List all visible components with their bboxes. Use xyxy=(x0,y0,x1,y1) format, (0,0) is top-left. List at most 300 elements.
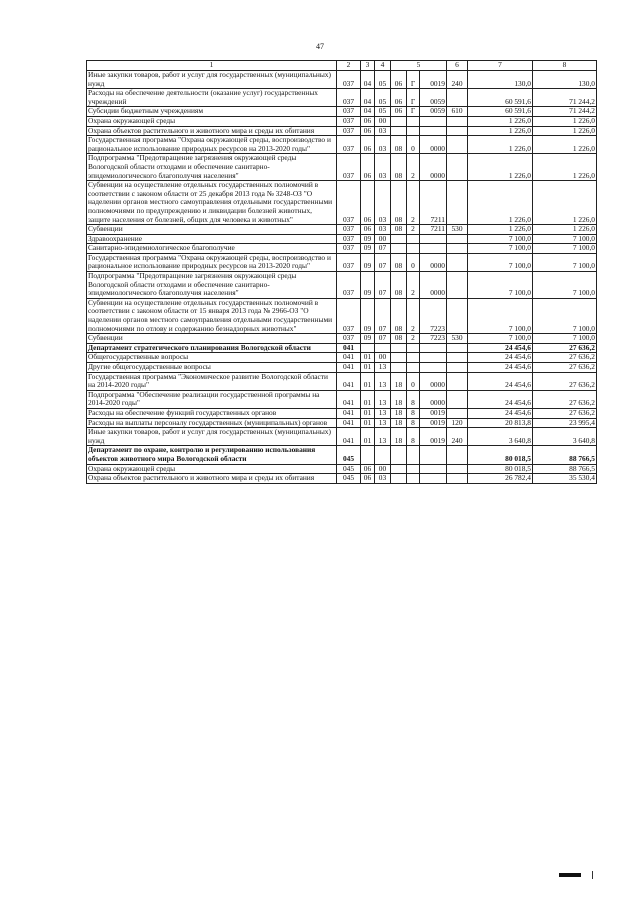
cell-target-program xyxy=(391,116,407,126)
cell-amount-year1: 24 454,6 xyxy=(468,408,533,418)
cell-section: 06 xyxy=(361,225,375,235)
header-col-8: 8 xyxy=(533,61,597,71)
cell-amount-year2: 27 636,2 xyxy=(533,363,597,373)
cell-code: 041 xyxy=(337,428,361,446)
cell-target-direction xyxy=(420,116,447,126)
cell-target-subprogram: 2 xyxy=(407,225,420,235)
cell-name: Государственная программа "Охрана окружающей среды, воспроизводство и рациональное использование природных ресурсов на 2013-2020 годы" xyxy=(87,136,337,154)
cell-subsection: 13 xyxy=(375,428,391,446)
cell-section: 09 xyxy=(361,253,375,271)
cell-section: 01 xyxy=(361,363,375,373)
page-number: 47 xyxy=(316,42,324,51)
cell-target-program xyxy=(391,474,407,484)
cell-expense-type: 120 xyxy=(447,418,468,428)
cell-target-subprogram: Г xyxy=(407,107,420,117)
cell-target-subprogram xyxy=(407,126,420,136)
cell-amount-year1: 24 454,6 xyxy=(468,372,533,390)
cell-code: 041 xyxy=(337,353,361,363)
cell-amount-year1: 1 226,0 xyxy=(468,225,533,235)
cell-code: 037 xyxy=(337,154,361,181)
cell-amount-year2: 7 100,0 xyxy=(533,234,597,244)
cell-subsection: 03 xyxy=(375,474,391,484)
table-row xyxy=(87,343,597,353)
cell-amount-year2: 1 226,0 xyxy=(533,126,597,136)
cell-subsection xyxy=(375,446,391,464)
cell-subsection: 05 xyxy=(375,89,391,107)
cell-amount-year2: 1 226,0 xyxy=(533,181,597,225)
cell-target-direction: 0000 xyxy=(420,372,447,390)
table-row xyxy=(87,234,597,244)
cell-amount-year1: 26 782,4 xyxy=(468,474,533,484)
cell-code: 037 xyxy=(337,244,361,254)
table-row xyxy=(87,154,597,181)
cell-code: 037 xyxy=(337,272,361,299)
cell-target-program xyxy=(391,446,407,464)
cell-amount-year1: 1 226,0 xyxy=(468,154,533,181)
cell-subsection: 03 xyxy=(375,126,391,136)
cell-name: Расходы на выплаты персоналу государственных (муниципальных) органов xyxy=(87,418,337,428)
cell-target-subprogram: 8 xyxy=(407,408,420,418)
cell-target-direction: 0000 xyxy=(420,136,447,154)
cell-target-subprogram: 8 xyxy=(407,428,420,446)
cell-name: Субвенции на осуществление отдельных государственных полномочий в соответствии с законом области от 25 декабря 2013 года № 3248-ОЗ "О наделении органов местного самоуправления отдельными государственными полномочиями по предупреждению и ликвидации болезней животных, защите населения от болезней, общих для человека и животных" xyxy=(87,181,337,225)
cell-section: 06 xyxy=(361,464,375,474)
cell-target-program xyxy=(391,234,407,244)
cell-subsection: 00 xyxy=(375,234,391,244)
table-header-row xyxy=(87,61,597,71)
cell-amount-year2: 27 636,2 xyxy=(533,372,597,390)
header-col-6: 6 xyxy=(447,61,468,71)
cell-target-direction: 0019 xyxy=(420,418,447,428)
cell-target-program: 08 xyxy=(391,225,407,235)
cell-section: 01 xyxy=(361,353,375,363)
cell-amount-year2: 1 226,0 xyxy=(533,154,597,181)
table-row xyxy=(87,272,597,299)
table-row xyxy=(87,353,597,363)
cell-code: 041 xyxy=(337,372,361,390)
cell-target-subprogram xyxy=(407,343,420,353)
cell-target-subprogram: 0 xyxy=(407,372,420,390)
cell-target-program: 06 xyxy=(391,89,407,107)
cell-amount-year2: 23 995,4 xyxy=(533,418,597,428)
cell-expense-type xyxy=(447,446,468,464)
cell-expense-type xyxy=(447,272,468,299)
cell-amount-year1: 7 100,0 xyxy=(468,334,533,344)
cell-subsection: 07 xyxy=(375,253,391,271)
cell-target-direction: 0059 xyxy=(420,107,447,117)
cell-target-direction: 0000 xyxy=(420,154,447,181)
cell-subsection: 13 xyxy=(375,408,391,418)
cell-expense-type xyxy=(447,116,468,126)
cell-amount-year1: 60 591,6 xyxy=(468,89,533,107)
cell-section: 01 xyxy=(361,408,375,418)
table-row xyxy=(87,253,597,271)
table-row xyxy=(87,363,597,373)
cell-target-subprogram xyxy=(407,116,420,126)
cell-subsection: 05 xyxy=(375,107,391,117)
cell-target-direction xyxy=(420,474,447,484)
cell-expense-type xyxy=(447,408,468,418)
cell-target-direction xyxy=(420,244,447,254)
cell-target-program: 08 xyxy=(391,136,407,154)
cell-target-program xyxy=(391,363,407,373)
table-row xyxy=(87,71,597,89)
cell-name: Расходы на обеспечение деятельности (оказание услуг) государственных учреждений xyxy=(87,89,337,107)
cell-target-program xyxy=(391,464,407,474)
cell-target-subprogram: 2 xyxy=(407,154,420,181)
cell-subsection: 00 xyxy=(375,353,391,363)
table-row xyxy=(87,116,597,126)
cell-expense-type xyxy=(447,181,468,225)
cell-expense-type: 530 xyxy=(447,334,468,344)
cell-expense-type xyxy=(447,154,468,181)
cell-target-program xyxy=(391,343,407,353)
cell-amount-year1: 3 640,8 xyxy=(468,428,533,446)
cell-subsection: 13 xyxy=(375,372,391,390)
cell-target-subprogram xyxy=(407,474,420,484)
cell-name: Департамент по охране, контролю и регулированию использования объектов животного мира Вологодской области xyxy=(87,446,337,464)
cell-amount-year2: 27 636,2 xyxy=(533,353,597,363)
cell-section: 06 xyxy=(361,126,375,136)
cell-target-program: 18 xyxy=(391,418,407,428)
cell-name: Иные закупки товаров, работ и услуг для государственных (муниципальных) нужд xyxy=(87,71,337,89)
cell-target-subprogram xyxy=(407,464,420,474)
cell-target-subprogram: Г xyxy=(407,71,420,89)
cell-amount-year1: 1 226,0 xyxy=(468,126,533,136)
cell-name: Субсидии бюджетным учреждениям xyxy=(87,107,337,117)
cell-target-subprogram: 2 xyxy=(407,298,420,333)
cell-section: 04 xyxy=(361,107,375,117)
cell-expense-type xyxy=(447,474,468,484)
cell-name: Охрана окружающей среды xyxy=(87,116,337,126)
cell-target-direction xyxy=(420,126,447,136)
cell-section: 04 xyxy=(361,89,375,107)
cell-section: 01 xyxy=(361,428,375,446)
table-row xyxy=(87,372,597,390)
cell-expense-type xyxy=(447,363,468,373)
cell-expense-type: 610 xyxy=(447,107,468,117)
cell-amount-year1: 7 100,0 xyxy=(468,244,533,254)
cell-name: Подпрограмма "Предотвращение загрязнения окружающей среды Вологодской области отходами и обеспечение санитарно-эпидемиологического благополучия населения" xyxy=(87,154,337,181)
cell-expense-type xyxy=(447,234,468,244)
table-row xyxy=(87,136,597,154)
cell-code: 037 xyxy=(337,298,361,333)
cell-amount-year2: 88 766,5 xyxy=(533,464,597,474)
cell-name: Охрана объектов растительного и животного мира и среды их обитания xyxy=(87,126,337,136)
cell-subsection: 00 xyxy=(375,116,391,126)
cell-target-direction: 7223 xyxy=(420,334,447,344)
cell-section: 06 xyxy=(361,136,375,154)
cell-target-direction xyxy=(420,446,447,464)
cell-subsection: 00 xyxy=(375,464,391,474)
cell-name: Охрана объектов растительного и животного мира и среды их обитания xyxy=(87,474,337,484)
cell-subsection: 13 xyxy=(375,363,391,373)
cell-target-direction: 0019 xyxy=(420,408,447,418)
table-row xyxy=(87,418,597,428)
cell-amount-year1: 80 018,5 xyxy=(468,446,533,464)
cell-amount-year2: 71 244,2 xyxy=(533,89,597,107)
table-row xyxy=(87,181,597,225)
table-row xyxy=(87,428,597,446)
cell-section: 09 xyxy=(361,244,375,254)
table-row xyxy=(87,244,597,254)
cell-code: 041 xyxy=(337,343,361,353)
cell-target-program: 08 xyxy=(391,154,407,181)
cell-expense-type xyxy=(447,372,468,390)
cell-subsection: 05 xyxy=(375,71,391,89)
cell-target-subprogram: 2 xyxy=(407,272,420,299)
cell-expense-type: 240 xyxy=(447,71,468,89)
cell-section: 04 xyxy=(361,71,375,89)
cell-target-direction: 0019 xyxy=(420,71,447,89)
cell-expense-type xyxy=(447,244,468,254)
cell-name: Субвенции xyxy=(87,225,337,235)
cell-section xyxy=(361,446,375,464)
cell-amount-year2: 7 100,0 xyxy=(533,272,597,299)
cell-amount-year1: 24 454,6 xyxy=(468,353,533,363)
cell-target-direction xyxy=(420,343,447,353)
cell-subsection: 03 xyxy=(375,136,391,154)
cell-amount-year1: 24 454,6 xyxy=(468,390,533,408)
cell-amount-year1: 24 454,6 xyxy=(468,343,533,353)
cell-amount-year1: 1 226,0 xyxy=(468,136,533,154)
table-row xyxy=(87,298,597,333)
cell-code: 045 xyxy=(337,446,361,464)
cell-section: 09 xyxy=(361,234,375,244)
cell-code: 037 xyxy=(337,181,361,225)
cell-amount-year2: 71 244,2 xyxy=(533,107,597,117)
cell-target-direction: 0019 xyxy=(420,428,447,446)
cell-code: 041 xyxy=(337,390,361,408)
cell-target-subprogram xyxy=(407,363,420,373)
cell-amount-year2: 3 640,8 xyxy=(533,428,597,446)
cell-amount-year2: 27 636,2 xyxy=(533,408,597,418)
cell-amount-year2: 35 530,4 xyxy=(533,474,597,484)
cell-target-direction xyxy=(420,234,447,244)
cell-amount-year1: 60 591,6 xyxy=(468,107,533,117)
cell-code: 037 xyxy=(337,89,361,107)
cell-amount-year2: 130,0 xyxy=(533,71,597,89)
cell-code: 045 xyxy=(337,464,361,474)
cell-name: Иные закупки товаров, работ и услуг для государственных (муниципальных) нужд xyxy=(87,428,337,446)
cell-expense-type xyxy=(447,298,468,333)
cell-target-subprogram xyxy=(407,244,420,254)
table-body xyxy=(87,71,597,484)
table-row xyxy=(87,408,597,418)
scan-tick xyxy=(592,871,593,879)
cell-name: Общегосударственные вопросы xyxy=(87,353,337,363)
cell-target-program xyxy=(391,353,407,363)
cell-target-direction: 7211 xyxy=(420,225,447,235)
cell-subsection: 13 xyxy=(375,418,391,428)
cell-expense-type xyxy=(447,343,468,353)
cell-section: 06 xyxy=(361,474,375,484)
cell-target-program: 18 xyxy=(391,372,407,390)
cell-target-subprogram xyxy=(407,446,420,464)
table-row xyxy=(87,225,597,235)
cell-amount-year1: 7 100,0 xyxy=(468,253,533,271)
cell-target-program: 06 xyxy=(391,71,407,89)
cell-amount-year1: 1 226,0 xyxy=(468,116,533,126)
cell-code: 037 xyxy=(337,116,361,126)
cell-code: 037 xyxy=(337,234,361,244)
cell-code: 041 xyxy=(337,408,361,418)
cell-expense-type xyxy=(447,253,468,271)
header-col-3: 3 xyxy=(361,61,375,71)
cell-target-subprogram: 8 xyxy=(407,390,420,408)
cell-target-direction: 0000 xyxy=(420,253,447,271)
cell-target-direction: 0000 xyxy=(420,272,447,299)
cell-amount-year1: 7 100,0 xyxy=(468,298,533,333)
header-col-5: 5 xyxy=(391,61,447,71)
cell-amount-year2: 1 226,0 xyxy=(533,116,597,126)
cell-section: 06 xyxy=(361,181,375,225)
cell-target-subprogram: 0 xyxy=(407,253,420,271)
cell-name: Здравоохранение xyxy=(87,234,337,244)
cell-code: 037 xyxy=(337,136,361,154)
cell-amount-year1: 20 813,8 xyxy=(468,418,533,428)
cell-subsection: 03 xyxy=(375,154,391,181)
cell-subsection: 07 xyxy=(375,298,391,333)
cell-target-program: 08 xyxy=(391,334,407,344)
cell-amount-year2: 7 100,0 xyxy=(533,253,597,271)
cell-target-program: 08 xyxy=(391,298,407,333)
cell-target-subprogram xyxy=(407,234,420,244)
cell-target-subprogram xyxy=(407,353,420,363)
cell-section: 09 xyxy=(361,334,375,344)
table-row xyxy=(87,107,597,117)
cell-code: 037 xyxy=(337,107,361,117)
cell-name: Санитарно-эпидемиологическое благополучие xyxy=(87,244,337,254)
cell-amount-year1: 24 454,6 xyxy=(468,363,533,373)
table-row xyxy=(87,474,597,484)
cell-target-program: 18 xyxy=(391,390,407,408)
cell-code: 041 xyxy=(337,418,361,428)
cell-amount-year1: 7 100,0 xyxy=(468,272,533,299)
cell-section: 09 xyxy=(361,298,375,333)
cell-code: 045 xyxy=(337,474,361,484)
table-row xyxy=(87,464,597,474)
cell-target-direction xyxy=(420,464,447,474)
cell-expense-type xyxy=(447,390,468,408)
cell-target-subprogram: 8 xyxy=(407,418,420,428)
header-col-4: 4 xyxy=(375,61,391,71)
cell-target-direction: 7211 xyxy=(420,181,447,225)
cell-target-direction: 7223 xyxy=(420,298,447,333)
cell-name: Субвенции на осуществление отдельных государственных полномочий в соответствии с законом области от 15 января 2013 года № 2966-ОЗ "О наделении органов местного самоуправления отдельными государственными полномочиями по отлову и содержанию безнадзорных животных" xyxy=(87,298,337,333)
cell-amount-year1: 80 018,5 xyxy=(468,464,533,474)
cell-section: 01 xyxy=(361,418,375,428)
cell-name: Департамент стратегического планирования Вологодской области xyxy=(87,343,337,353)
cell-amount-year1: 1 226,0 xyxy=(468,181,533,225)
table-row xyxy=(87,89,597,107)
cell-target-program: 06 xyxy=(391,107,407,117)
cell-target-program: 18 xyxy=(391,428,407,446)
cell-name: Государственная программа "Охрана окружающей среды, воспроизводство и рациональное использование природных ресурсов на 2013-2020 годы" xyxy=(87,253,337,271)
cell-target-subprogram: 2 xyxy=(407,334,420,344)
cell-expense-type xyxy=(447,353,468,363)
cell-section: 01 xyxy=(361,390,375,408)
cell-section: 01 xyxy=(361,372,375,390)
cell-name: Другие общегосударственные вопросы xyxy=(87,363,337,373)
cell-section: 06 xyxy=(361,116,375,126)
cell-name: Подпрограмма "Обеспечение реализации государственной программы на 2014-2020 годы" xyxy=(87,390,337,408)
cell-code: 037 xyxy=(337,71,361,89)
cell-target-direction xyxy=(420,363,447,373)
cell-target-program: 08 xyxy=(391,272,407,299)
cell-subsection: 03 xyxy=(375,225,391,235)
cell-target-program: 08 xyxy=(391,253,407,271)
cell-target-direction: 0000 xyxy=(420,390,447,408)
header-col-7: 7 xyxy=(468,61,533,71)
cell-subsection: 03 xyxy=(375,181,391,225)
cell-subsection: 07 xyxy=(375,334,391,344)
cell-target-direction: 0059 xyxy=(420,89,447,107)
cell-name: Подпрограмма "Предотвращение загрязнения окружающей среды Вологодской области отходами и обеспечение санитарно-эпидемиологического благополучия населения" xyxy=(87,272,337,299)
cell-expense-type xyxy=(447,126,468,136)
cell-target-program: 18 xyxy=(391,408,407,418)
cell-name: Охрана окружающей среды xyxy=(87,464,337,474)
cell-expense-type: 530 xyxy=(447,225,468,235)
cell-name: Субвенции xyxy=(87,334,337,344)
budget-table xyxy=(86,60,597,484)
cell-subsection xyxy=(375,343,391,353)
cell-expense-type: 240 xyxy=(447,428,468,446)
table-row xyxy=(87,446,597,464)
cell-target-subprogram: 0 xyxy=(407,136,420,154)
cell-amount-year2: 27 636,2 xyxy=(533,343,597,353)
cell-target-program xyxy=(391,244,407,254)
cell-amount-year2: 7 100,0 xyxy=(533,334,597,344)
scan-mark xyxy=(559,873,581,877)
cell-target-program xyxy=(391,126,407,136)
cell-name: Расходы на обеспечение функций государственных органов xyxy=(87,408,337,418)
cell-code: 037 xyxy=(337,225,361,235)
cell-amount-year1: 130,0 xyxy=(468,71,533,89)
cell-name: Государственная программа "Экономическое развитие Вологодской области на 2014-2020 годы" xyxy=(87,372,337,390)
cell-section: 09 xyxy=(361,272,375,299)
cell-amount-year2: 27 636,2 xyxy=(533,390,597,408)
cell-amount-year1: 7 100,0 xyxy=(468,234,533,244)
header-col-1: 1 xyxy=(87,61,337,71)
cell-target-direction xyxy=(420,353,447,363)
table-row xyxy=(87,390,597,408)
cell-subsection: 07 xyxy=(375,244,391,254)
cell-amount-year2: 88 766,5 xyxy=(533,446,597,464)
cell-code: 037 xyxy=(337,253,361,271)
table-row xyxy=(87,126,597,136)
cell-section: 06 xyxy=(361,154,375,181)
cell-expense-type xyxy=(447,89,468,107)
cell-subsection: 07 xyxy=(375,272,391,299)
cell-target-program: 08 xyxy=(391,181,407,225)
cell-target-subprogram: Г xyxy=(407,89,420,107)
cell-amount-year2: 1 226,0 xyxy=(533,136,597,154)
cell-amount-year2: 1 226,0 xyxy=(533,225,597,235)
cell-amount-year2: 7 100,0 xyxy=(533,244,597,254)
cell-code: 037 xyxy=(337,334,361,344)
cell-expense-type xyxy=(447,464,468,474)
table-row xyxy=(87,334,597,344)
cell-amount-year2: 7 100,0 xyxy=(533,298,597,333)
header-col-2: 2 xyxy=(337,61,361,71)
cell-section xyxy=(361,343,375,353)
cell-code: 037 xyxy=(337,126,361,136)
cell-target-subprogram: 2 xyxy=(407,181,420,225)
cell-code: 041 xyxy=(337,363,361,373)
cell-expense-type xyxy=(447,136,468,154)
cell-subsection: 13 xyxy=(375,390,391,408)
